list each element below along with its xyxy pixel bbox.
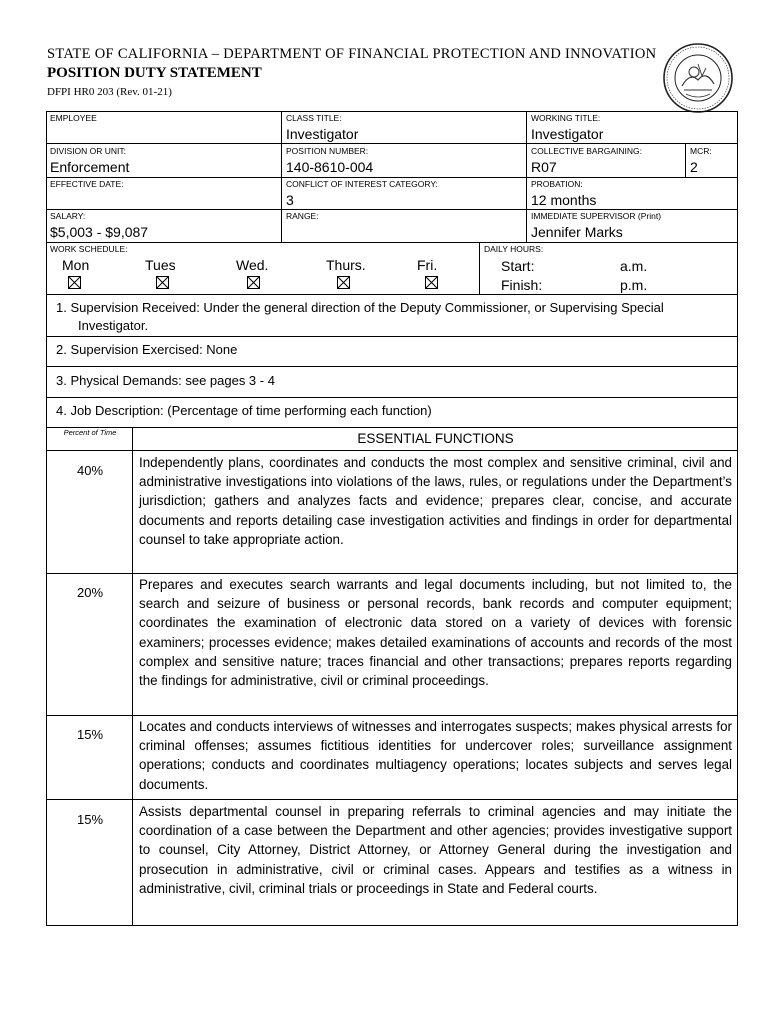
function-description: Prepares and executes search warrants and legal documents including, but not limited to, the search and seizure of business or personal records, bank records and computer equipment; coordinates the examination of electronic data stored on a variety of devices with forensic examiners; processes evidence; makes detailed examinations of accounts and records of the most complex and sensitive nature; traces financial and other transactions; prepares reports regarding the findings for administrative, civil or criminal proceedings.: [139, 577, 732, 689]
function-percent: 15%: [76, 727, 104, 742]
working-title-field[interactable]: Investigator: [531, 126, 604, 142]
position-number-field[interactable]: 140-8610-004: [286, 159, 374, 175]
range-label: RANGE:: [286, 211, 319, 221]
daily-hours-label: DAILY HOURS:: [484, 244, 544, 254]
supervision-received: 1. Supervision Received: Under the general direction of the Deputy Commissioner, or Supervising Special Investigator.: [56, 300, 664, 333]
function-percent: 15%: [76, 812, 104, 827]
position-number-label: POSITION NUMBER:: [286, 146, 369, 156]
day-mon-label: Mon: [62, 257, 90, 273]
checkbox-mon[interactable]: [68, 276, 81, 289]
working-title-label: WORKING TITLE:: [531, 113, 601, 123]
work-schedule-label: WORK SCHEDULE:: [50, 244, 128, 254]
agency-name: STATE OF CALIFORNIA – DEPARTMENT OF FINANCIAL PROTECTION AND INNOVATION: [47, 46, 657, 62]
checkbox-wed[interactable]: [247, 276, 260, 289]
day-fri-label: Fri.: [417, 257, 438, 273]
conflict-field[interactable]: 3: [286, 192, 294, 208]
form-number: DFPI HR0 203 (Rev. 01-21): [47, 86, 172, 98]
state-seal-icon: [662, 42, 734, 114]
checkbox-fri[interactable]: [425, 276, 438, 289]
salary-label: SALARY:: [50, 211, 86, 221]
finish-label: Finish:: [501, 277, 543, 293]
day-wed-label: Wed.: [236, 257, 269, 273]
physical-demands: 3. Physical Demands: see pages 3 - 4: [56, 373, 275, 388]
mcr-label: MCR:: [690, 146, 712, 156]
document-title: POSITION DUTY STATEMENT: [47, 65, 262, 81]
division-field[interactable]: Enforcement: [50, 159, 130, 175]
function-description: Assists departmental counsel in preparing referrals to criminal agencies and may initiate the coordination of a case between the Department and other agencies; provides investigative support to counsel, City Attorney, District Attorney, or Attorney General during the investigation and prosecution in administrative, civil or criminal cases. Appears and testifies as a witness in administrative, civil, criminal trials or proceedings in State and Federal courts.: [139, 804, 732, 896]
probation-label: PROBATION:: [531, 179, 583, 189]
bargaining-field[interactable]: R07: [531, 159, 557, 175]
supervisor-label: IMMEDIATE SUPERVISOR (Print): [531, 211, 662, 221]
supervisor-field[interactable]: Jennifer Marks: [531, 224, 623, 240]
function-percent: 40%: [76, 463, 104, 478]
effective-date-label: EFFECTIVE DATE:: [50, 179, 124, 189]
start-am-suffix: a.m.: [620, 258, 648, 274]
function-description: Locates and conducts interviews of witnesses and interrogates suspects; makes physical arrests for criminal offenses; assumes fictitious identities for undercover roles; surveillance assignment operations; conducts and coordinates multiagency operations; locates subjects and serves legal documents.: [139, 719, 732, 792]
class-title-label: CLASS TITLE:: [286, 113, 342, 123]
checkbox-tues[interactable]: [156, 276, 169, 289]
finish-pm-suffix: p.m.: [620, 277, 648, 293]
employee-label: EMPLOYEE: [50, 113, 97, 123]
function-percent: 20%: [76, 585, 104, 600]
percent-of-time-header: Percent of Time: [63, 428, 117, 437]
start-label: Start:: [501, 258, 535, 274]
probation-field[interactable]: 12 months: [531, 192, 597, 208]
class-title-field[interactable]: Investigator: [286, 126, 359, 142]
supervision-exercised: 2. Supervision Exercised: None: [56, 342, 238, 357]
salary-field[interactable]: $5,003 - $9,087: [50, 224, 149, 240]
day-tues-label: Tues: [145, 257, 176, 273]
essential-functions-header: ESSENTIAL FUNCTIONS: [357, 431, 514, 446]
checkbox-thurs[interactable]: [337, 276, 350, 289]
mcr-field[interactable]: 2: [690, 159, 698, 175]
function-description: Independently plans, coordinates and conducts the most complex and sensitive criminal, civil and administrative investigations into violations of the laws, rules, or regulations under the Department’s jurisdiction; gathers and analyzes facts and evidence; prepares clear, concise, and accurate documents and reports detailing case investigation activities and findings in order for departmental counsel to take appropriate action.: [139, 455, 732, 547]
job-description-heading: 4. Job Description: (Percentage of time performing each function): [56, 403, 432, 418]
conflict-label: CONFLICT OF INTEREST CATEGORY:: [286, 179, 438, 189]
division-label: DIVISION OR UNIT:: [50, 146, 127, 156]
bargaining-label: COLLECTIVE BARGAINING:: [531, 146, 642, 156]
day-thurs-label: Thurs.: [326, 257, 366, 273]
